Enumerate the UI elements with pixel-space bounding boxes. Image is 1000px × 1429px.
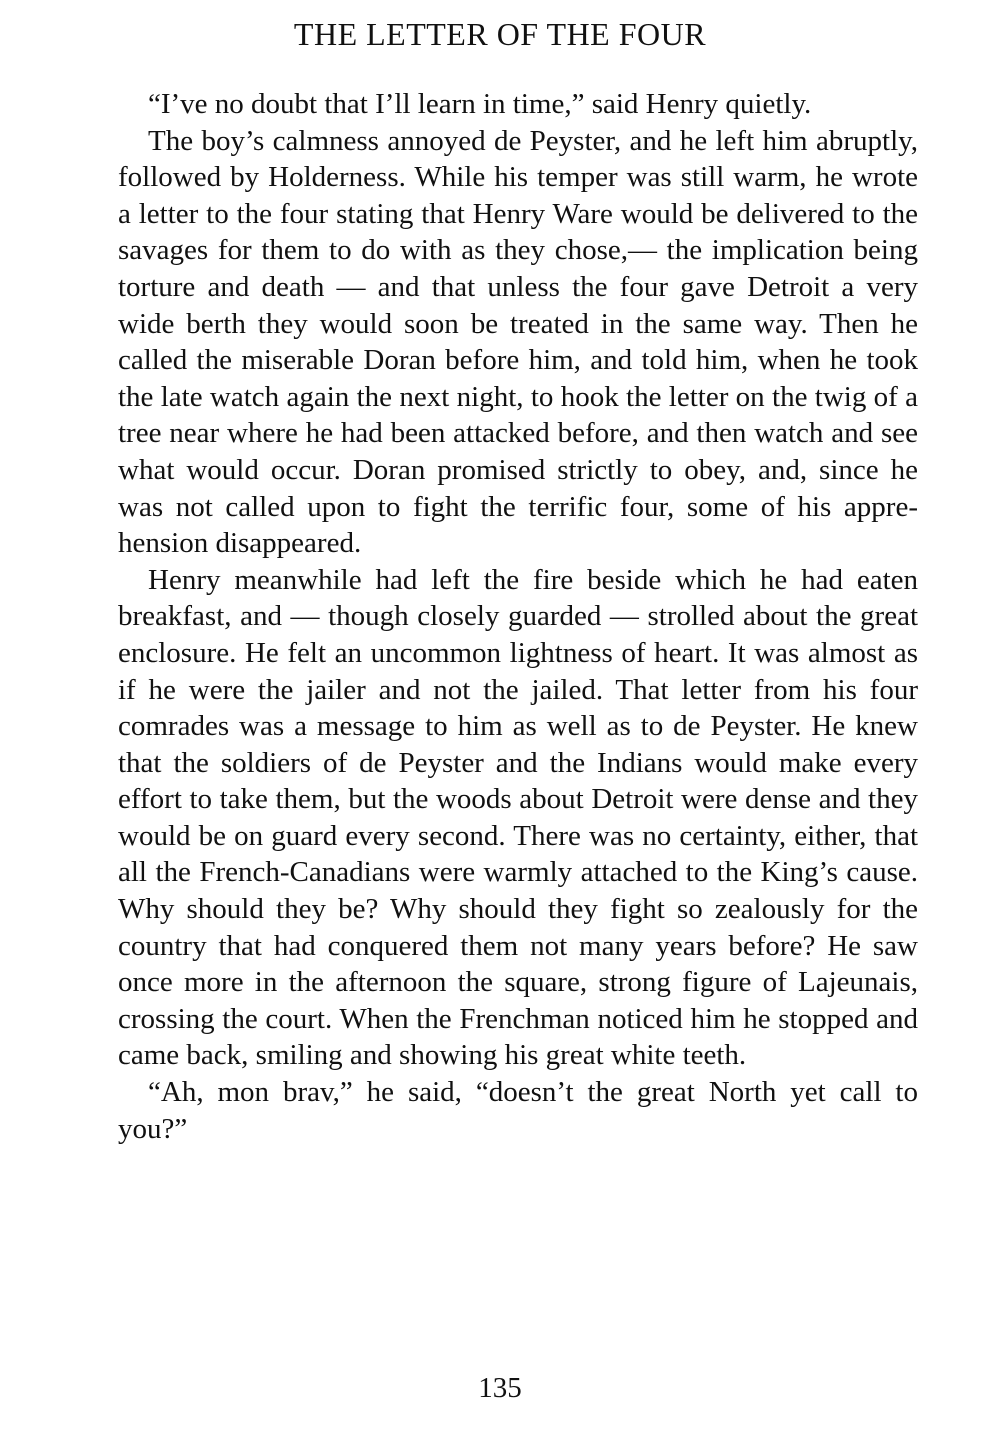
paragraph-1: “I’ve no doubt that I’ll learn in time,” said Henry quietly.: [148, 88, 812, 120]
paragraph-2: The boy’s calmness annoyed de Peyster, and he left him abruptly, followed by Holderness. While his temper was still warm, he wrote a letter to the four stating that Henry Ware would be delivered to the savages for them to do with as they chose,— the implication being torture and death — and that unless the four gave Detroit a very wide berth they would soon be treated in the same way. Then he called the miserable Doran before him, and told him, when he took the late watch again the next night, to hook the letter on the twig of a tree near where he had been attacked before, and then watch and see what would occur. Doran promised strictly to obey, and, since he was not called upon to fight the terrific four, some of his apprehension disappeared.: [118, 124, 918, 560]
paragraph-4: “Ah, mon brav,” he said, “doesn’t the great North yet call to you?”: [118, 1076, 918, 1145]
paragraph-3: Henry meanwhile had left the fire beside which he had eaten breakfast, and — though closely guarded — strolled about the great enclosure. He felt an uncommon lightness of heart. It was almost as if he were the jailer and not the jailed. That letter from his four comrades was a message to him as well as to de Peyster. He knew that the soldiers of de Peyster and the Indians would make every effort to take them, but the woods about Detroit were dense and they would be on guard every second. There was no certainty, either, that all the French-Canadians were warmly attached to the King’s cause. Why should they be? Why should they fight so zealously for the country that had conquered them not many years before? He saw once more in the afternoon the square, strong figure of Lajeunais, crossing the court. When the Frenchman noticed him he stopped and came back, smiling and showing his great white teeth.: [118, 563, 918, 1072]
running-title: THE LETTER OF THE FOUR: [293, 16, 707, 52]
body-text: [118, 86, 918, 1147]
page-number: 135: [478, 1372, 522, 1404]
